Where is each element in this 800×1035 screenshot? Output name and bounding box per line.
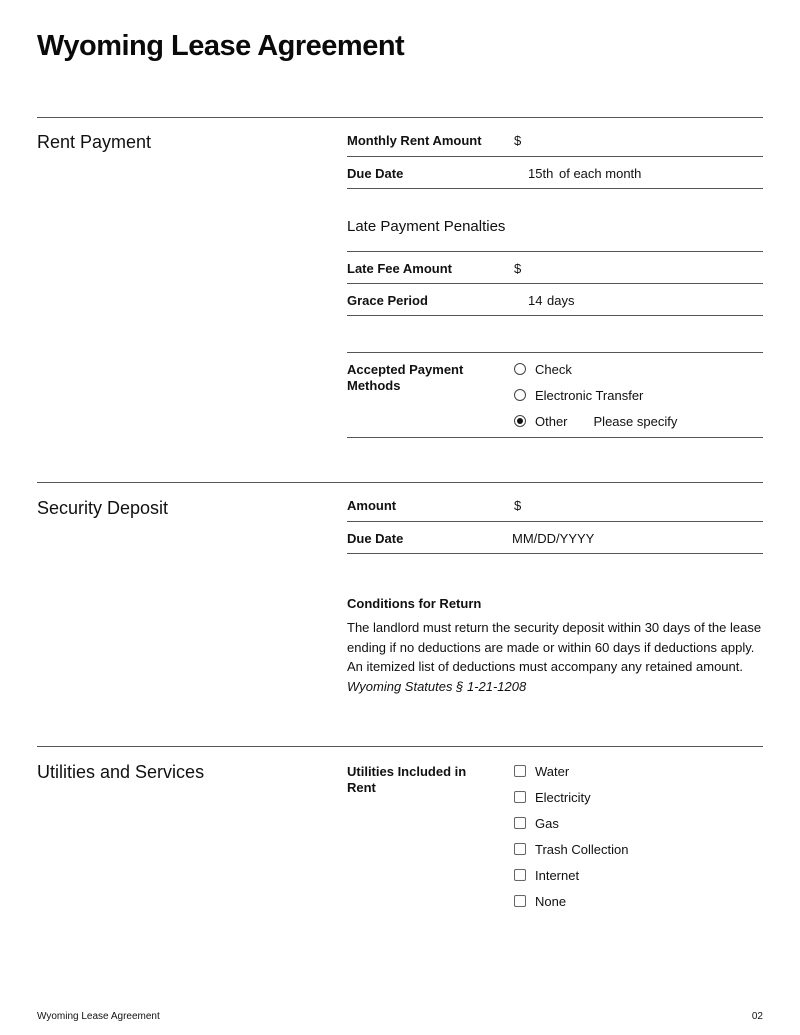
deposit-due-date-row	[347, 522, 763, 554]
section-title-security-deposit: Security Deposit	[37, 498, 169, 518]
radio-checked-icon[interactable]	[514, 415, 526, 427]
utilities-section	[37, 746, 763, 946]
due-date-label: Due Date	[347, 166, 404, 181]
grace-period-row	[347, 284, 763, 316]
deposit-amount-label: Amount	[347, 498, 397, 513]
footer-page-number: 02	[751, 1011, 763, 1022]
utility-option-label: Trash Collection	[535, 841, 629, 857]
payment-methods-label: Accepted Payment Methods	[347, 362, 464, 393]
security-deposit-fields	[347, 483, 763, 696]
footer-document-name: Wyoming Lease Agreement	[37, 1011, 160, 1022]
checkbox-unchecked-icon[interactable]	[514, 869, 526, 881]
conditions-text: The landlord must return the security deposit within 30 days of the lease ending if no deductions are made or within 60 days if deductions apply. An itemized list of deductions must accompany any retained amount.	[347, 620, 762, 674]
conditions-body	[347, 618, 763, 696]
statute-citation: Wyoming Statutes § 1-21-1208	[347, 678, 527, 694]
late-fee-row	[347, 252, 763, 284]
conditions-title: Conditions for Return	[347, 596, 482, 611]
section-title-utilities: Utilities and Services	[37, 762, 205, 782]
security-deposit-section	[37, 482, 763, 744]
late-fee-input[interactable]: $	[514, 261, 522, 276]
payment-option-label: Other	[535, 413, 568, 429]
deposit-amount-input[interactable]: $	[514, 498, 522, 513]
utility-option-none[interactable]	[514, 888, 628, 914]
utility-option-gas[interactable]	[514, 810, 628, 836]
due-date-suffix: of each month	[559, 166, 642, 181]
payment-option-label: Electronic Transfer	[535, 387, 644, 403]
utility-option-water[interactable]	[514, 758, 628, 784]
checkbox-unchecked-icon[interactable]	[514, 791, 526, 803]
section-title-rent-payment: Rent Payment	[37, 132, 152, 152]
utility-option-electricity[interactable]	[514, 784, 628, 810]
other-specify-input[interactable]: Please specify	[593, 413, 678, 429]
utility-option-label: Electricity	[535, 789, 591, 805]
late-fee-label: Late Fee Amount	[347, 261, 452, 276]
due-date-row	[347, 157, 763, 189]
payment-methods-group	[347, 352, 763, 438]
utilities-label: Utilities Included in Rent	[347, 764, 467, 795]
grace-period-label: Grace Period	[347, 293, 428, 308]
due-date-day-input[interactable]: 15th	[528, 166, 554, 181]
utility-option-label: Gas	[535, 815, 559, 831]
checkbox-unchecked-icon[interactable]	[514, 895, 526, 907]
payment-option-label: Check	[535, 361, 572, 377]
utility-option-label: Water	[535, 763, 570, 779]
utility-option-internet[interactable]	[514, 862, 628, 888]
utility-option-label: Internet	[535, 867, 580, 883]
monthly-rent-label: Monthly Rent Amount	[347, 133, 482, 148]
checkbox-unchecked-icon[interactable]	[514, 817, 526, 829]
deposit-due-date-input[interactable]: MM/DD/YYYY	[512, 531, 595, 546]
grace-period-input[interactable]: 14	[528, 293, 543, 308]
payment-option-other[interactable]	[514, 408, 677, 434]
deposit-amount-row	[347, 483, 763, 522]
page-title: Wyoming Lease Agreement	[37, 30, 405, 62]
radio-unchecked-icon[interactable]	[514, 389, 526, 401]
rent-payment-section	[37, 117, 763, 477]
grace-period-unit: days	[547, 293, 575, 308]
late-payment-heading: Late Payment Penalties	[347, 212, 763, 252]
utility-option-trash-collection[interactable]	[514, 836, 628, 862]
payment-option-electronic-transfer[interactable]	[514, 382, 677, 408]
utility-option-label: None	[535, 893, 567, 909]
monthly-rent-input[interactable]: $	[514, 133, 522, 148]
checkbox-unchecked-icon[interactable]	[514, 843, 526, 855]
radio-unchecked-icon[interactable]	[514, 363, 526, 375]
checkbox-unchecked-icon[interactable]	[514, 765, 526, 777]
monthly-rent-row	[347, 118, 763, 157]
payment-methods-options	[514, 356, 677, 434]
utilities-options	[514, 758, 628, 914]
payment-option-check[interactable]	[514, 356, 677, 382]
deposit-due-date-label: Due Date	[347, 531, 404, 546]
rent-payment-fields	[347, 118, 763, 438]
